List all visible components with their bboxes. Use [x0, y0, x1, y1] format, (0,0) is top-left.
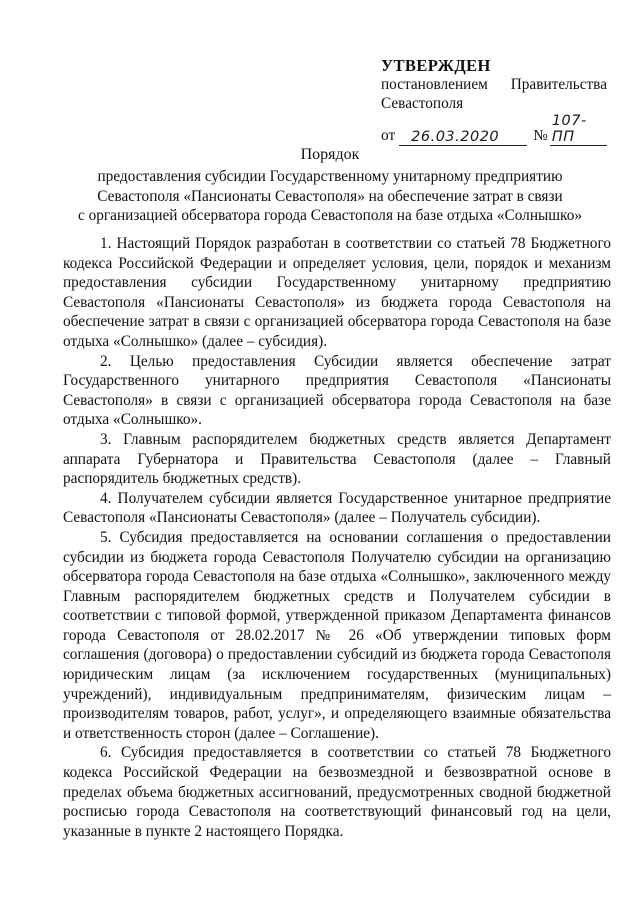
approval-by-text: постановлением	[381, 76, 488, 93]
title-line-2: Севастополя «Пансионаты Севастополя» на обеспечение затрат в связи	[97, 187, 563, 205]
paragraph-2: 2. Целью предоставления Субсидии является обеспечение затрат Государственного унитарного предприятия Севастополя «Пансионаты Севастополя» в связи с организацией обсерватора города Севастополя на базе отдыха «Солнышко».	[63, 352, 611, 429]
title-line-1: предоставления субсидии Государственному унитарному предприятию	[97, 168, 563, 185]
paragraph-5: 5. Субсидия предоставляется на основании соглашения о предоставлении субсидии из бюджета города Севастополя Получателю субсидии на организацию обсерватора города Севастополя на базе отдыха «Солнышко», заключенного между Главным распорядителем бюджетных средств и Получателем субсидии в соответствии с типовой формой, утвержденной приказом Департамента финансов города Севастополя от 28.02.2017 № 26 «Об утверждении типовых форм соглашения (договора) о предоставлении субсидий из бюджета города Севастополя юридическим лицам (за исключением государственных (муниципальных) учреждений), индивидуальным предпринимателям, физическим лицам – производителям товаров, работ, услуг», и определяющего взаимные обязательства и ответственность сторон (далее – Соглашение).	[63, 528, 611, 742]
approval-date-value: 26.03.2020	[399, 129, 527, 146]
paragraph-1: 1. Настоящий Порядок разработан в соответствии со статьей 78 Бюджетного кодекса Российской Федерации и определяет условия, цели, порядок и механизм предоставления субсидии Государственному унитарному предприятию Севастополя «Пансионаты Севастополя» из бюджета города Севастополя на обеспечение затрат в связи с организацией обсерватора города Севастополя на базе отдыха «Солнышко» (далее – субсидия).	[63, 235, 611, 350]
title-line-3: с организацией обсерватора города Севастополя на базе отдыха «Солнышко»	[77, 207, 583, 224]
paragraph-4: 4. Получателем субсидии является Государственное унитарное предприятие Севастополя «Пансионаты Севастополя» (далее – Получатель субсидии).	[63, 489, 611, 527]
paragraph-3: 3. Главным распорядителем бюджетных средств является Департамент аппарата Губернатора и Правительства Севастополя (далее – Главный распорядитель бюджетных средств).	[63, 430, 611, 488]
approval-authority-text: Правительства	[510, 76, 607, 93]
approval-city-text: Севастополя	[381, 94, 464, 112]
paragraph-6: 6. Субсидия предоставляется в соответствии со статьей 78 Бюджетного кодекса Российской Федерации на безвозмездной и безвозвратной основе в пределах объема бюджетных ассигнований, предусмотренных сводной бюджетной росписью города Севастополя на соответствующий финансовый год на цели, указанные в пункте 2 настоящего Порядка.	[63, 744, 611, 840]
date-prefix: от	[381, 127, 396, 144]
approval-date-line	[381, 113, 607, 146]
approval-line-1	[381, 76, 607, 95]
document-body	[63, 234, 611, 841]
document-title-block	[40, 145, 620, 226]
approved-heading: УТВЕРЖДЕН	[381, 56, 491, 75]
number-prefix: №	[533, 127, 548, 144]
approval-stamp	[381, 55, 607, 146]
approval-number-value: 107-ПП	[550, 113, 607, 146]
document-title: Порядок	[300, 146, 360, 163]
